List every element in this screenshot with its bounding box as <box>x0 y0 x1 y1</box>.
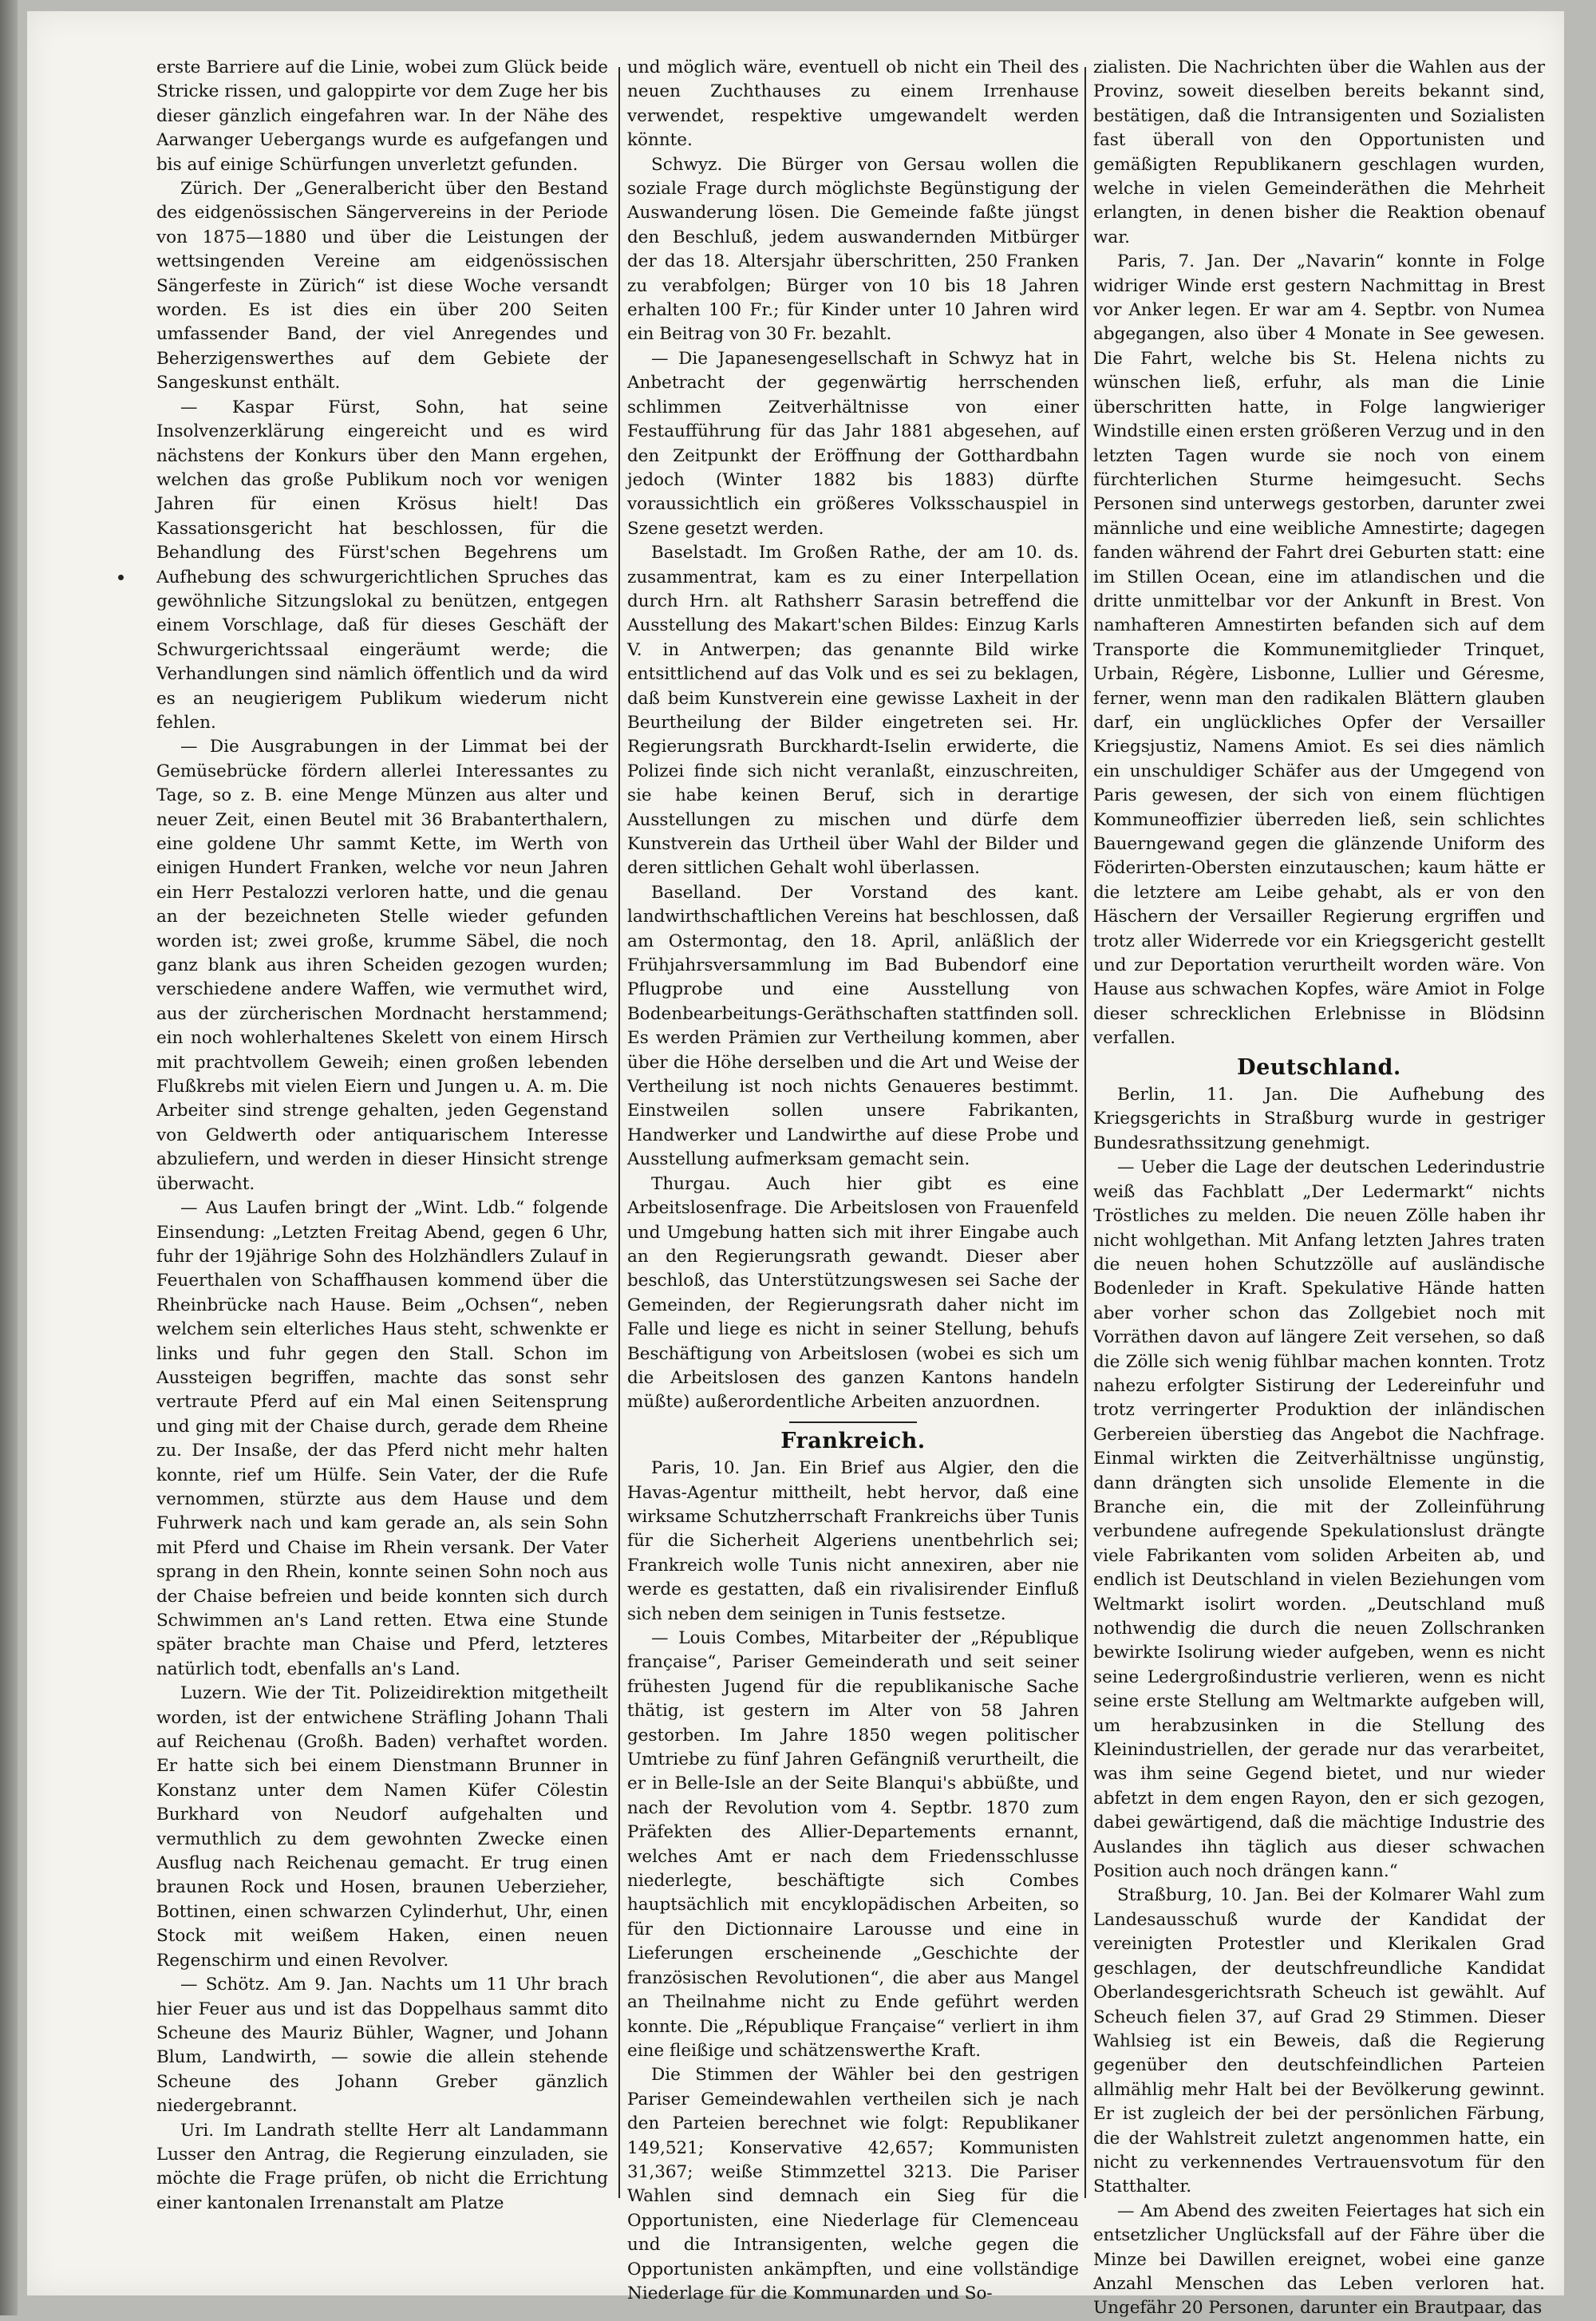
article-paragraph: — Schötz. Am 9. Jan. Nachts um 11 Uhr brach hier Feuer aus und ist das Doppelhaus sammt dito Scheune des Mauriz Bühler, Wagner, und Johann Blum, Landwirth, — sowie die allein stehende Scheune des Johann Greber gänzlich niedergebrannt. <box>156 1975 608 2117</box>
article-paragraph: — Louis Combes, Mitarbeiter der „République française“, Pariser Gemeinderath und seit seiner frühesten Jugend für die republikanische Sache thätig, ist gestern im Alter von 58 Jahren gestorben. Im Jahre 1850 wegen politischer Umtriebe zu fünf Jahren Gefängniß verurtheilt, die er in Belle-Isle an der Seite Blanqui's abbüßte, und nach der Revolution vom 4. Septbr. 1870 zum Präfekten des Allier-Departements ernannt, welches Amt er nach dem Friedensschlusse niederlegte, beschäftigte sich Combes hauptsächlich mit encyklopädischen Arbeiten, so für den Dictionnaire Larousse und eine in Lieferungen erscheinende „Geschichte der französischen Revolutionen“, die aber aus Mangel an Theilnahme nicht zu Ende geführt werden konnte. Die „République Française“ verliert in ihm eine fleißige und schätzenswerthe Kraft. <box>627 1628 1079 2061</box>
section-heading: Deutschland. <box>1237 1054 1401 1080</box>
article-paragraph: — Ueber die Lage der deutschen Lederindustrie weiß das Fachblatt „Der Ledermarkt“ nichts Tröstliches zu melden. Die neuen Zölle haben ihr nicht wohlgethan. Mit Anfang letzten Jahres traten die neuen hohen Schutzzölle auf ausländische Bodenleder in Kraft. Spekulative Hände hatten aber vorher schon das Zollgebiet noch mit Vorräthen davon auf längere Zeit versehen, so daß die Zölle sich wenig fühlbar machen konnten. Trotz nahezu erfolgter Sistirung der Ledereinfuhr und trotz verringerter Produktion der inländischen Gerbereien überstieg das Angebot die Nachfrage. Einmal wirkten die Zeitverhältnisse ungünstig, dann drängten sich unsolide Elemente in die Branche ein, die mit der Zolleinführung verbundene aufregende Spekulationslust drängte viele Fabrikanten vom soliden Arbeiten ab, und endlich ist Deutschland in vielen Beziehungen vom Weltmarkt isolirt worden. „Deutschland muß nothwendig die durch die neuen Zollschranken bewirkte Isolirung wieder aufgeben, wenn es nicht seine Ledergroßindustrie verlieren, wenn es nicht seine erste Stellung am Weltmarkte aufgeben will, um herabzusinken in die Stellung des Kleinindustriellen, der gerade nur das verarbeitet, was ihm seine Gegend bietet, und nur wieder abfetzt in dem engen Rayon, den er sich gezogen, dabei gewärtigend, daß die mächtige Industrie des Auslandes ihn täglich aus dieser schwachen Position auch noch drängen kann.“ <box>1093 1157 1545 1882</box>
column-1 <box>156 56 608 2216</box>
article-paragraph: — Aus Laufen bringt der „Wint. Ldb.“ folgende Einsendung: „Letzten Freitag Abend, gegen 6 Uhr, fuhr der 19jährige Sohn des Holzhändlers Zulauf in Feuerthalen von Schaffhausen kommend über die Rheinbrücke nach Hause. Beim „Ochsen“, neben welchem sein elterliches Haus steht, schwenkte er links und fuhr gegen den Stall. Schon im Aussteigen begriffen, machte das sonst sehr vertraute Pferd auf ein Mal einen Seitensprung und ging mit der Chaise durch, gerade dem Rheine zu. Der Insaße, der das Pferd nicht mehr halten konnte, rief um Hülfe. Sein Vater, der die Rufe vernommen, stürzte aus dem Hause und dem Fuhrwerk nach und kam gerade an, als sein Sohn mit Pferd und Chaise im Rhein versank. Der Vater sprang in den Rhein, konnte seinen Sohn noch aus der Chaise befreien und beide konnten sich durch Schwimmen an's Land retten. Etwa eine Stunde später brachte man Chaise und Pferd, letzteres natürlich todt, ebenfalls an's Land. <box>156 1198 608 1679</box>
article-paragraph: Thurgau. Auch hier gibt es eine Arbeitslosenfrage. Die Arbeitslosen von Frauenfeld und Umgebung hatten sich mit ihrer Eingabe auch an den Regierungsrath gewandt. Dieser aber beschloß, das Unterstützungswesen sei Sache der Gemeinden, der Regierungsrath daher nicht im Falle und liege es nicht in seiner Stellung, behufs Beschäftigung von Arbeitslosen (wobei es sich um die Arbeitslosen des ganzen Kantons handeln müßte) außerordentliche Arbeiten anzuordnen. <box>627 1173 1079 1413</box>
article-paragraph: Schwyz. Die Bürger von Gersau wollen die soziale Frage durch möglichste Begünstigung der Auswanderung lösen. Die Gemeinde faßte jüngst den Beschluß, jedem auswandernden Mitbürger der das 18. Altersjahr überschritten, 250 Franken zu verabfolgen; Bürger von 10 bis 18 Jahren erhalten 100 Fr.; für Kinder unter 10 Jahren wird ein Beitrag von 30 Fr. bezahlt. <box>627 154 1079 345</box>
article-paragraph: — Die Ausgrabungen in der Limmat bei der Gemüsebrücke fördern allerlei Interessantes zu Tage, so z. B. eine Menge Münzen aus alter und neuer Zeit, einen Beutel mit 36 Brabanterthalern, eine goldene Uhr sammt Kette, im Werth von einigen Hundert Franken, welche vor neun Jahren ein Herr Pestalozzi verloren hatte, und die genau an der bezeichneten Stelle wieder gefunden worden ist; zwei große, krumme Säbel, die noch ganz blank aus ihren Scheiden gezogen wurden; verschiedene andere Waffen, wie vermuthet wird, aus der zürcherischen Mordnacht herstammend; ein noch wohlerhaltenes Skelett von einem Hirsch mit prachtvollem Geweih; einen großen lebenden Flußkrebs mit vielen Eiern und Jungen u. A. m. Die Arbeiter sind strenge gehalten, jeden Gegenstand von Geldwerth oder antiquarischem Interesse abzuliefern, und werden in dieser Hinsicht strenge überwacht. <box>156 737 608 1194</box>
article-paragraph: Paris, 10. Jan. Ein Brief aus Algier, den die Havas-Agentur mittheilt, hebt hervor, daß eine wirksame Schutzherrschaft Frankreichs über Tunis für die Sicherheit Algeriens unentbehrlich sei; Frankreich wolle Tunis nicht annexiren, aber nie werde es gestatten, daß ein rivalisirender Einfluß sich neben dem seinigen in Tunis festsetze. <box>627 1458 1079 1624</box>
column-2 <box>627 56 1079 2306</box>
page-binding-edge <box>0 0 18 2315</box>
column-3 <box>1093 56 1545 2321</box>
article-paragraph: — Die Japanesengesellschaft in Schwyz hat in Anbetracht der gegenwärtig herrschenden schlimmen Zeitverhältnisse von einer Festaufführung für das Jahr 1881 abgesehen, auf den Zeitpunkt der Eröffnung der Gotthardbahn jedoch (Winter 1882 bis 1883) dürfte voraussichtlich ein größeres Volksschauspiel in Szene gesetzt werden. <box>627 348 1079 539</box>
article-paragraph: zialisten. Die Nachrichten über die Wahlen aus der Provinz, soweit dieselben bereits bekannt sind, bestätigen, daß die Intransigenten und Sozialisten fast überall von den Opportunisten und gemäßigten Republikanern geschlagen wurden, welche in vielen Gemeinderäthen die Mehrheit erlangten, in denen bisher die Reaktion obenauf war. <box>1093 57 1545 247</box>
article-paragraph: — Am Abend des zweiten Feiertages hat sich ein entsetzlicher Unglücksfall auf der Fähre über die Minze bei Dawillen ereignet, wobei eine ganze Anzahl Menschen das Leben verloren hat. Ungefähr 20 Personen, darunter ein Brautpaar, das <box>1093 2200 1545 2319</box>
column-rule-2 <box>1084 67 1086 2198</box>
article-paragraph: — Kaspar Fürst, Sohn, hat seine Insolvenzerklärung eingereicht und es wird nächstens der Konkurs über den Mann ergehen, welchen das große Publikum noch vor wenigen Jahren für einen Krösus hielt! Das Kassationsgericht hat beschlossen, für die Behandlung des Fürst'schen Begehrens um Aufhebung des schwurgerichtlichen Spruches das gewöhnliche Sitzungslokal zu benützen, entgegen einem Vorschlage, daß für dieses Geschäft der Schwurgerichtssaal eingeräumt werde; die Verhandlungen sind nämlich öffentlich und da wird es an neugierigem Publikum wiederum nicht fehlen. <box>156 397 608 733</box>
ink-dot <box>118 575 124 580</box>
article-paragraph: Paris, 7. Jan. Der „Navarin“ konnte in Folge widriger Winde erst gestern Nachmittag in Brest vor Anker legen. Er war am 4. Septbr. von Numea abgegangen, also über 4 Monate in See gewesen. Die Fahrt, welche bis St. Helena nichts zu wünschen ließ, erfuhr, als man die Linie überschritten hatte, in Folge langwieriger Windstille einen ersten größeren Verzug und in den letzten Tagen wurde sie noch von einem fürchterlichen Sturme heimgesucht. Sechs Personen sind unterwegs gestorben, darunter zwei männliche und eine weibliche Amnestirte; dagegen fanden während der Fahrt drei Geburten statt: eine im Stillen Ocean, eine im atlandischen und die dritte unmittelbar vor der Ankunft in Brest. Von namhafteren Amnestirten befanden sich auf dem Transporte die Kommunemitglieder Trinquet, Urbain, Régère, Lisbonne, Lullier und Géresme, ferner, wenn man den radikalen Blättern glauben darf, ein unglückliches Opfer der Versailler Kriegsjustiz, Namens Amiot. Es sei dies nämlich ein unschuldiger Schäfer aus der Umgegend von Paris gewesen, der sich von einem flüchtigen Kommuneoffizier überreden ließ, sein schlichtes Bauerngewand gegen die glänzende Uniform des Föderirten-Obersten einzutauschen; kaum hätte er die letztere am Leibe gehabt, als er von den Häschern der Versailler Regierung ergriffen und trotz aller Widerrede vor ein Kriegsgericht gestellt und zur Deportation verurtheilt worden wäre. Von Hause aus schwachen Kopfes, wäre Amiot in Folge dieser schrecklichen Erlebnisse in Blödsinn verfallen. <box>1093 251 1545 1049</box>
article-paragraph: Straßburg, 10. Jan. Bei der Kolmarer Wahl zum Landesausschuß wurde der Kandidat der vereinigten Protestler und Klerikalen Grad geschlagen, der deutschfreundliche Kandidat Oberlandesgerichtsrath Scheuch ist gewählt. Auf Scheuch fielen 37, auf Grad 29 Stimmen. Dieser Wahlsieg ist ein Beweis, daß die Regierung gegenüber den deutschfeindlichen Parteien allmählig mehr Halt bei der Bevölkerung gewinnt. Er ist zugleich der bei der persönlichen Färbung, die der Wahlstreit zuletzt angenommen hatte, ein nicht zu verkennendes Vertrauensvotum für den Statthalter. <box>1093 1885 1545 2197</box>
article-paragraph: Uri. Im Landrath stellte Herr alt Landammann Lusser den Antrag, die Regierung einzuladen, sie möchte die Frage prüfen, ob nicht die Errichtung einer kantonalen Irrenanstalt am Platze <box>156 2120 608 2213</box>
section-heading: Frankreich. <box>780 1428 926 1453</box>
article-paragraph: Luzern. Wie der Tit. Polizeidirektion mitgetheilt worden, ist der entwichene Sträfling Johann Thali auf Reichenau (Großh. Baden) verhaftet worden. Er hatte sich bei einem Dienstmann Brunner in Konstanz unter dem Namen Küfer Cölestin Burkhard von Neudorf aufgehalten und vermuthlich zu dem gewohnten Zwecke einen Ausflug nach Reichenau gemacht. Er trug einen braunen Rock und Hosen, braunen Ueberzieher, Bottinen, einen schwarzen Cylinderhut, Uhr, einen Stock mit weißem Haken, einen neuen Regenschirm und einen Revolver. <box>156 1683 608 1971</box>
article-paragraph: erste Barriere auf die Linie, wobei zum Glück beide Stricke rissen, und galoppirte vor dem Zuge her bis dieser gänzlich eingefahren war. In der Nähe des Aarwanger Uebergangs wurde es aufgefangen und bis auf einige Schürfungen unverletzt gefunden. <box>156 57 608 175</box>
article-paragraph: Die Stimmen der Wähler bei den gestrigen Pariser Gemeindewahlen vertheilen sich je nach den Parteien berechnet wie folgt: Republikaner 149,521; Konservative 42,657; Kommunisten 31,367; weiße Stimmzettel 3213. Die Pariser Wahlen sind demnach ein Sieg für die Opportunisten, eine Niederlage für Clemenceau und die Intransigenten, welche gegen die Opportunisten ankämpften, und eine vollständige Niederlage für die Kommunarden und So- <box>627 2065 1079 2303</box>
article-paragraph: Zürich. Der „Generalbericht über den Bestand des eidgenössischen Sängervereins in der Periode von 1875—1880 und über die Leistungen der wettsingenden Vereine am eidgenössischen Sängerfeste in Zürich“ ist diese Woche versandt worden. Es ist dies ein über 200 Seiten umfassender Band, der viel Anregendes und Beherzigenswerthes auf dem Gebiete der Sangeskunst enthält. <box>156 179 608 393</box>
column-rule-1 <box>618 67 620 2198</box>
separator-rule <box>789 1421 917 1423</box>
newspaper-page <box>27 11 1564 2319</box>
article-paragraph: und möglich wäre, eventuell ob nicht ein Theil des neuen Zuchthauses zu einem Irrenhause verwendet, respektive umgewandelt werden könnte. <box>627 57 1079 151</box>
article-paragraph: Baselland. Der Vorstand des kant. landwirthschaftlichen Vereins hat beschlossen, daß am Ostermontag, den 18. April, anläßlich der Frühjahrsversammlung im Bad Bubendorf eine Pflugprobe und eine Ausstellung von Bodenbearbeitungs-Geräthschaften stattfinden soll. Es werden Prämien zur Vertheilung kommen, aber über die Höhe derselben und die Art und Weise der Vertheilung ist noch nichts Genaueres bestimmt. Einstweilen sollen unsere Fabrikanten, Handwerker und Landwirthe auf diese Probe und Ausstellung aufmerksam gemacht sein. <box>627 882 1079 1170</box>
article-paragraph: Berlin, 11. Jan. Die Aufhebung des Kriegsgerichts in Straßburg wurde in gestriger Bundesrathssitzung genehmigt. <box>1093 1085 1545 1153</box>
article-paragraph: Baselstadt. Im Großen Rathe, der am 10. ds. zusammentrat, kam es zu einer Interpellation durch Hrn. alt Rathsherr Sarasin betreffend die Ausstellung des Makart'schen Bildes: Einzug Karls V. in Antwerpen; das genannte Bild wirke entsittlichend auf das Volk und es sei zu beklagen, daß beim Kunstverein eine gewisse Laxheit in der Beurtheilung der Bilder eingetreten sei. Hr. Regierungsrath Burckhardt-Iselin erwiderte, die Polizei finde sich nicht veranlaßt, einzuschreiten, sie habe keinen Beruf, sich in derartige Ausstellungen zu mischen und dürfe dem Kunstverein das Urtheil über Wahl der Bilder und deren sittlichen Gehalt wohl überlassen. <box>627 543 1079 879</box>
